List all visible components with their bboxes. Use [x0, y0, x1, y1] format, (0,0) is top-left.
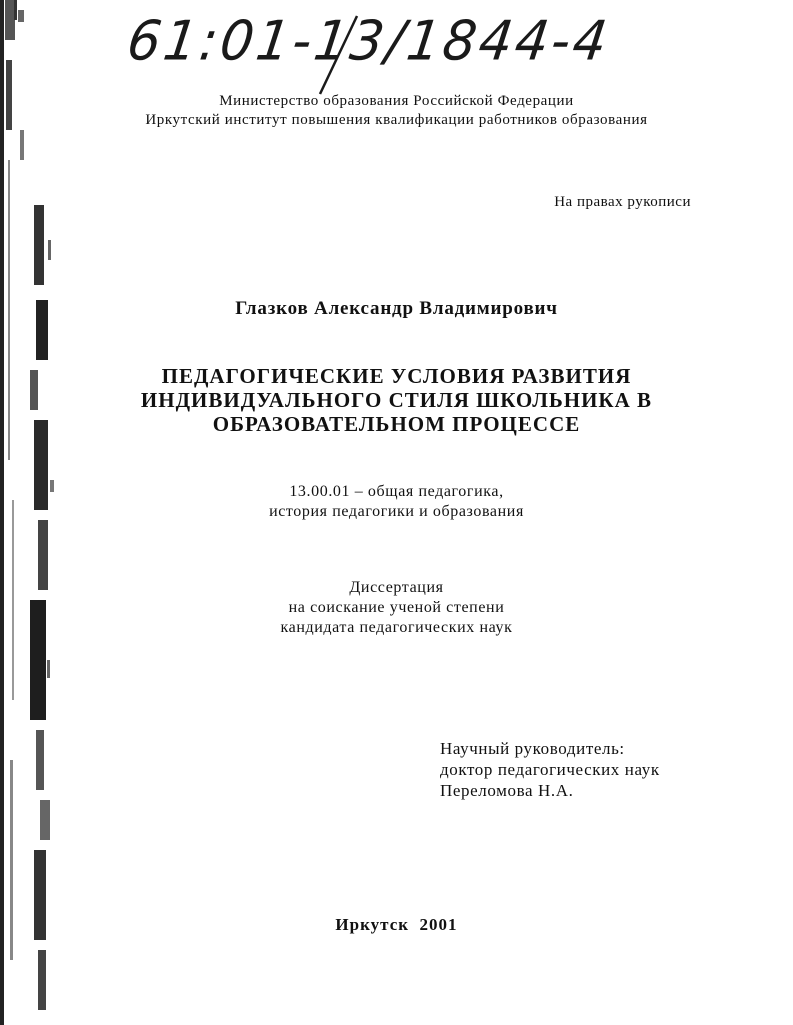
title-line-1: ПЕДАГОГИЧЕСКИЕ УСЛОВИЯ РАЗВИТИЯ [161, 364, 632, 388]
archive-number-text: 61:01-13/1844-4 [123, 10, 614, 73]
institute-name: Иркутский институт повышения квалификации работников образования [145, 112, 648, 128]
title-line-2: ИНДИВИДУАЛЬНОГО СТИЛЯ ШКОЛЬНИКА В [140, 388, 653, 412]
scientific-advisor [440, 738, 660, 801]
city-year-text: Иркутск 2001 [335, 915, 458, 934]
dissertation-title [0, 364, 793, 436]
degree-statement [0, 578, 793, 638]
advisor-degree: доктор педагогических наук [440, 760, 660, 779]
degree-line-2: на соискание ученой степени [288, 599, 505, 616]
ministry-header [0, 92, 793, 130]
advisor-label: Научный руководитель: [440, 739, 625, 758]
advisor-name: Переломова Н.А. [440, 781, 574, 800]
specialty-line-2: история педагогики и образования [269, 503, 524, 520]
specialty-code [0, 482, 793, 522]
city-year [0, 915, 793, 935]
degree-line-3: кандидата педагогических наук [280, 619, 513, 636]
degree-line-1: Диссертация [349, 579, 444, 596]
handwritten-archive-number [123, 6, 614, 96]
author-name: Глазков Александр Владимирович [235, 298, 558, 319]
ministry-name: Министерство образования Российской Федерации [219, 93, 574, 109]
specialty-line-1: 13.00.01 – общая педагогика, [289, 483, 504, 500]
manuscript-note: На правах рукописи [554, 194, 691, 210]
title-line-3: ОБРАЗОВАТЕЛЬНОМ ПРОЦЕССЕ [212, 412, 581, 436]
